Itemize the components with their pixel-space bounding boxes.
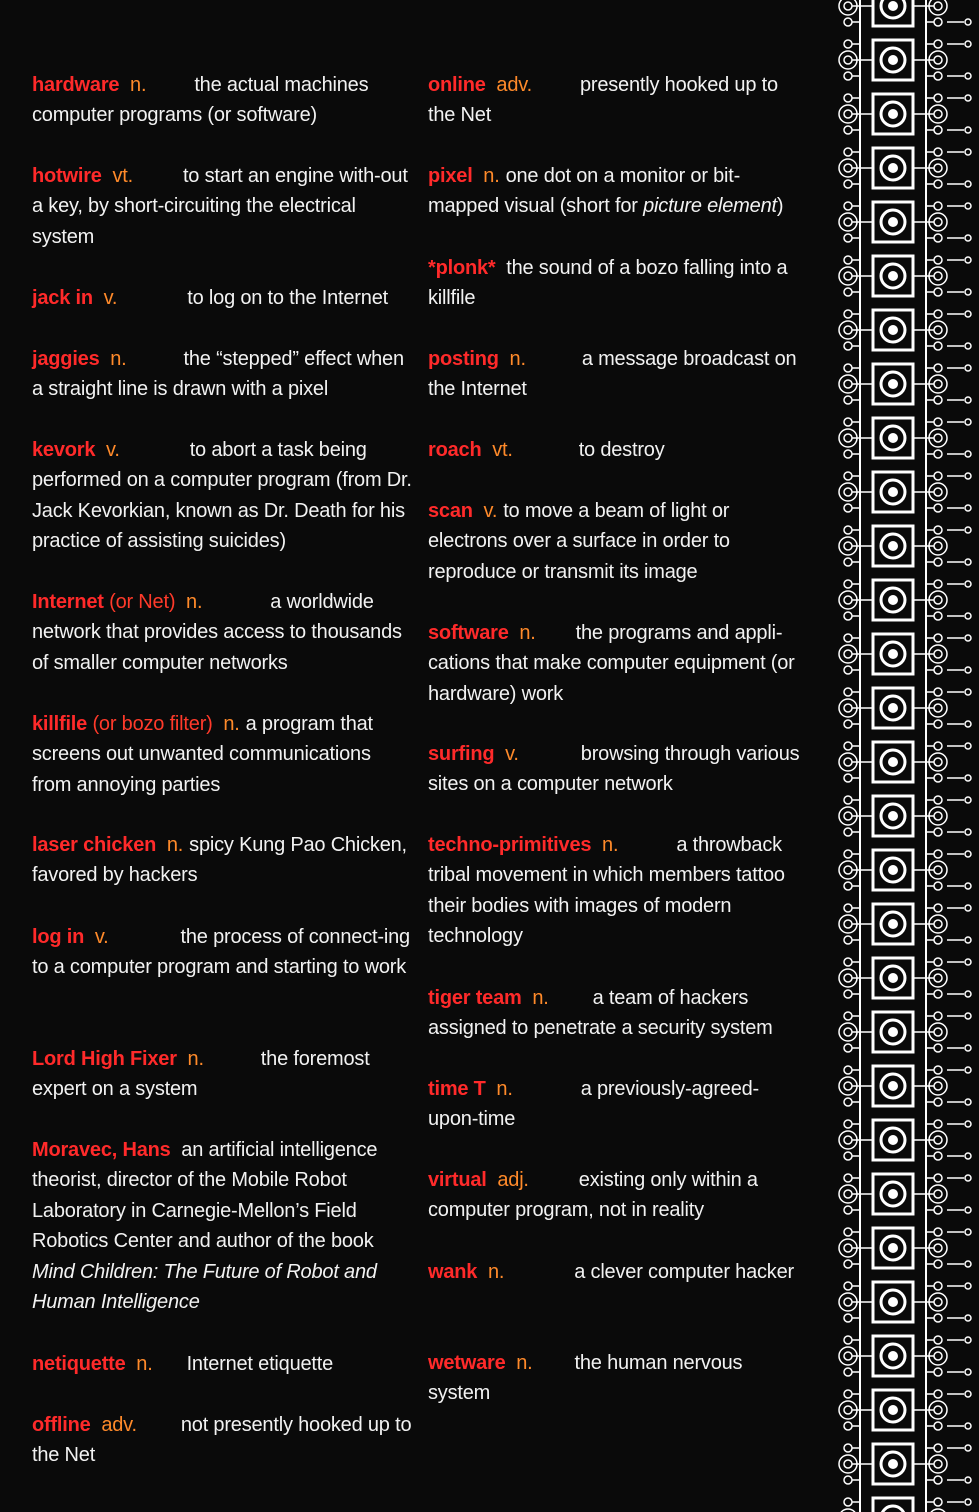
entry-part-of-speech: n. [602, 834, 619, 856]
entry-part-of-speech: n. [186, 591, 203, 613]
entry-term: offline [32, 1414, 91, 1436]
entry-term: wank [428, 1261, 478, 1283]
circuit-segment [839, 0, 971, 34]
entry-part-of-speech: n. [509, 348, 526, 370]
entry-part-of-speech: n. [223, 713, 240, 735]
entry-term: Internet [32, 591, 104, 613]
entry-part-of-speech: v. [483, 500, 498, 522]
circuit-segment [839, 250, 971, 304]
entry-term: online [428, 74, 486, 96]
glossary-entry [32, 344, 412, 405]
entry-part-of-speech: v. [94, 926, 109, 948]
glossary-entry [32, 161, 412, 252]
entry-term: laser chicken [32, 834, 157, 856]
entry-definition-italic: picture element [643, 195, 777, 218]
glossary-entry [32, 587, 412, 678]
circuit-segment [839, 790, 971, 844]
circuit-segment [839, 1060, 971, 1114]
entry-definition: a worldwide network that provides access to thousands of smaller computer networks [32, 591, 402, 674]
entry-term: killfile [32, 713, 88, 735]
entry-part-of-speech: v. [103, 287, 118, 309]
entry-definition: to log on to the Internet [187, 287, 388, 309]
circuit-segment [839, 196, 971, 250]
circuit-segment [839, 1276, 971, 1330]
glossary-entry [428, 1257, 808, 1287]
entry-part-of-speech: n. [487, 1261, 505, 1283]
entry-part-of-speech: adj. [497, 1169, 529, 1191]
entry-definition: the foremost expert on a system [32, 1048, 370, 1101]
entry-part-of-speech: n. [166, 834, 184, 856]
entry-term: *plonk* [428, 257, 496, 279]
glossary-entry [428, 830, 808, 952]
entry-part-of-speech: n. [519, 622, 536, 644]
entry-definition: the “stepped” effect when a straight line is drawn with a pixel [32, 348, 404, 401]
entry-term: posting [428, 348, 499, 370]
circuit-segment [839, 844, 971, 898]
entry-term: time T [428, 1078, 486, 1100]
entry-term: hotwire [32, 165, 102, 187]
circuit-segment [839, 34, 971, 88]
entry-part-of-speech: n. [496, 1078, 513, 1100]
entry-term: log in [32, 926, 85, 948]
entry-definition: to start an engine with-out a key, by short-circuiting the electrical system [32, 165, 408, 248]
circuit-segment [839, 1438, 971, 1492]
circuit-segment [839, 304, 971, 358]
glossary-entry [428, 161, 808, 222]
circuit-border-icon [836, 0, 979, 1512]
entry-definition: Internet etiquette [186, 1353, 334, 1375]
entry-part-of-speech: n. [516, 1352, 533, 1374]
entry-part-of-speech: n. [483, 165, 500, 187]
entry-term: roach [428, 439, 482, 461]
entry-part-of-speech: n. [130, 74, 147, 96]
circuit-segment [839, 1330, 971, 1384]
entry-term: Moravec, Hans [32, 1139, 171, 1161]
entry-alt-term: (or Net) [109, 591, 176, 613]
circuit-segment [839, 574, 971, 628]
entry-definition: the human nervous system [428, 1352, 743, 1405]
glossary-entry [32, 1349, 412, 1379]
circuit-segment [839, 358, 971, 412]
circuit-segment [839, 88, 971, 142]
entry-part-of-speech: n. [532, 987, 549, 1009]
entry-definition: the actual machines computer programs (or software) [32, 74, 369, 127]
entry-term: surfing [428, 743, 495, 765]
entry-part-of-speech: adv. [496, 74, 532, 96]
entry-definition: the programs and appli-cations that make computer equipment (or hardware) work [428, 622, 795, 705]
entry-term: jaggies [32, 348, 100, 370]
entry-part-of-speech: adv. [101, 1414, 137, 1436]
glossary-entry [428, 70, 808, 131]
entry-term: hardware [32, 74, 120, 96]
entry-definition: browsing through various sites on a computer network [428, 743, 800, 796]
entry-definition: spicy Kung Pao Chicken, favored by hackers [32, 834, 407, 887]
glossary-entry [32, 830, 412, 891]
entry-term: Lord High Fixer [32, 1048, 177, 1070]
entry-part-of-speech: vt. [112, 165, 133, 187]
circuit-segment [839, 1384, 971, 1438]
entry-definition: the sound of a bozo falling into a killfile [428, 257, 788, 310]
entry-definition-end: ) [776, 195, 784, 218]
entry-definition: a team of hackers assigned to penetrate a security system [428, 987, 773, 1040]
glossary-entry [32, 283, 412, 313]
glossary-entry [428, 1165, 808, 1226]
entry-definition: not presently hooked up to the Net [32, 1414, 412, 1467]
glossary-entry [428, 344, 808, 405]
circuit-segment [839, 1222, 971, 1276]
entry-definition: the process of connect-ing to a computer program and starting to work [32, 926, 410, 979]
circuit-segment [839, 1492, 971, 1512]
entry-term: virtual [428, 1169, 487, 1191]
entry-definition: existing only within a computer program, not in reality [428, 1169, 758, 1222]
glossary-entry [428, 1074, 808, 1135]
entry-term: wetware [428, 1352, 506, 1374]
circuit-segment [839, 1006, 971, 1060]
circuit-segment [839, 412, 971, 466]
entry-definition: a clever computer hacker [574, 1261, 794, 1283]
glossary-entry [32, 1135, 412, 1317]
circuit-segment [839, 628, 971, 682]
entry-term: jack in [32, 287, 93, 309]
entry-term: scan [428, 500, 473, 522]
glossary-entry [428, 253, 808, 314]
glossary-entry [32, 1044, 412, 1105]
glossary-entry [428, 435, 808, 465]
glossary-entry [32, 922, 412, 983]
glossary-entry [428, 1348, 808, 1409]
entry-definition: a message broadcast on the Internet [428, 348, 797, 401]
entry-definition: an artificial intelligence theorist, director of the Mobile Robot Laboratory in Carnegie-Mellon’s Field Robotics Center and author of the book [32, 1139, 378, 1253]
glossary-entry [428, 983, 808, 1044]
glossary-entry [32, 709, 412, 800]
circuit-segment [839, 682, 971, 736]
circuit-segment [839, 466, 971, 520]
entry-part-of-speech: vt. [492, 439, 513, 461]
entry-part-of-speech: n. [110, 348, 127, 370]
entry-definition: presently hooked up to the Net [428, 74, 778, 127]
glossary-entry [428, 496, 808, 587]
entry-part-of-speech: v. [505, 743, 519, 765]
entry-definition: one dot on a monitor or bit-mapped visual (short for [428, 165, 741, 218]
entry-term: software [428, 622, 509, 644]
glossary-entry [428, 618, 808, 709]
entry-term: tiger team [428, 987, 522, 1009]
entry-definition: a program that screens out unwanted communications from annoying parties [32, 713, 373, 796]
circuit-segment [839, 898, 971, 952]
glossary-entry [428, 739, 808, 800]
entry-part-of-speech: n. [136, 1353, 153, 1375]
entry-term: kevork [32, 439, 96, 461]
glossary-entry [32, 435, 412, 557]
glossary-entry [32, 1410, 412, 1471]
entry-definition-italic: Mind Children: The Future of Robot and Human Intelligence [32, 1260, 377, 1314]
circuit-segment [839, 952, 971, 1006]
circuit-segment [839, 1114, 971, 1168]
entry-part-of-speech: v. [106, 439, 120, 461]
circuit-segment [839, 1168, 971, 1222]
entry-definition: to destroy [578, 439, 665, 461]
entry-definition: to abort a task being performed on a computer program (from Dr. Jack Kevorkian, known as Dr. Death for his practice of assisting suicides) [32, 439, 412, 553]
circuit-segment [839, 520, 971, 574]
entry-definition: a throwback tribal movement in which members tattoo their bodies with images of modern technology [428, 834, 785, 948]
entry-term: techno-primitives [428, 834, 592, 856]
entry-alt-term: (or bozo filter) [92, 713, 213, 735]
circuit-segment [839, 142, 971, 196]
entry-term: pixel [428, 165, 473, 187]
entry-definition: a previously-agreed-upon-time [428, 1078, 760, 1131]
circuit-segment [839, 736, 971, 790]
entry-definition: to move a beam of light or electrons over a surface in order to reproduce or transmit its image [428, 500, 730, 583]
glossary-entry [32, 70, 412, 131]
entry-part-of-speech: n. [187, 1048, 204, 1070]
entry-term: netiquette [32, 1353, 126, 1375]
